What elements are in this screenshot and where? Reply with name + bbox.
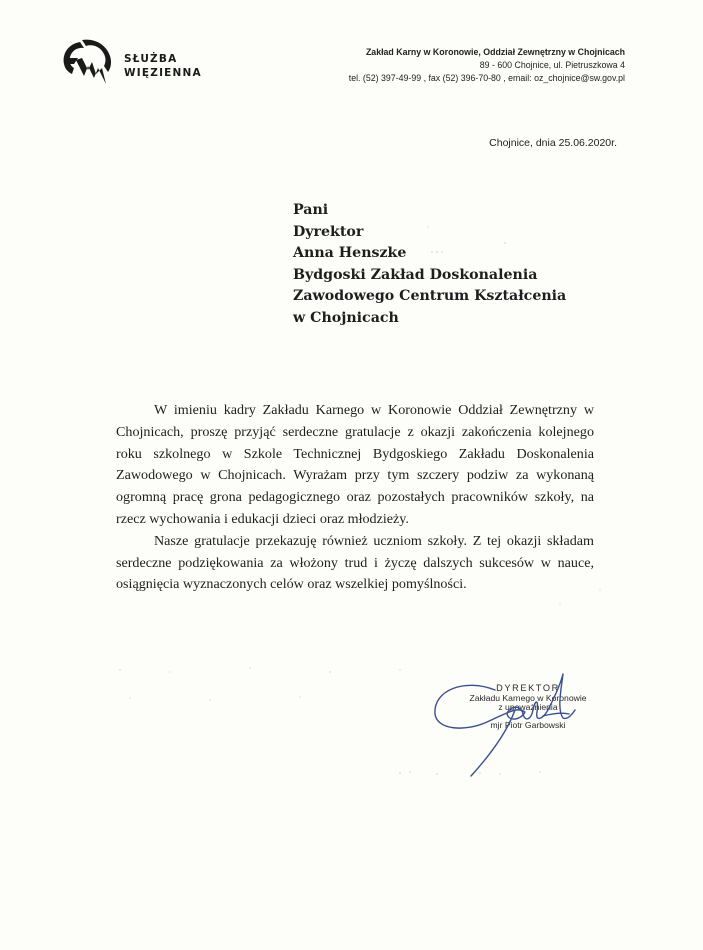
letter-body xyxy=(116,400,594,596)
organization-name: Zakład Karny w Koronowie, Oddział Zewnętrzny w Chojnicach xyxy=(365,47,625,57)
recipient-line: Dyrektor xyxy=(293,223,364,240)
body-paragraph: W imieniu kadry Zakładu Karnego w Koronowie Oddział Zewnętrzny w Chojnicach, proszę przyjąć serdeczne gratulacje z okazji zakończenia kolejnego roku szkolnego w Szkole Technicznej Bydgoskiego Zakładu Doskonalenia Zawodowego w Chojnicach. Wyrażam przy tym szczery podziw za wykonaną ogromną pracę grona pedagogicznego oraz pozostałych pracowników szkoły, na rzecz wychowania i edukacji dzieci oraz młodzieży. xyxy=(116,402,594,527)
recipient-line: Zawodowego Centrum Kształcenia xyxy=(293,288,567,304)
signature-stamp xyxy=(448,684,608,730)
stamp-institution: Zakładu Karnego w Koronowie xyxy=(469,692,587,703)
recipient-line: w Chojnicach xyxy=(293,309,399,326)
letterhead-address xyxy=(349,46,625,85)
stamp-authorization: z upoważnienia xyxy=(498,702,558,713)
contact-details: tel. (52) 397-49-99 , fax (52) 396-70-80 , email: oz_chojnice@sw.gov.pl xyxy=(348,73,625,83)
signatory-name: mjr Piotr Garbowski xyxy=(490,719,566,730)
postal-address: 89 - 600 Chojnice, ul. Pietruszkowa 4 xyxy=(479,60,625,70)
body-paragraph: Nasze gratulacje przekazuję również uczniom szkoły. Z tej okazji składam serdeczne podziękowania za włożony trud i życzę dalszych sukcesów w nauce, osiągnięcia wyznaczonych celów oraz wszelkiej pomyślności. xyxy=(116,532,594,593)
recipient-line: Anna Henszke xyxy=(293,245,407,261)
logo-text xyxy=(124,52,202,80)
logo-line-1: SŁUŻBA xyxy=(124,53,178,65)
letter-date: Chojnice, dnia 25.06.2020r. xyxy=(489,137,617,149)
logo xyxy=(60,38,230,88)
recipient-line: Bydgoski Zakład Doskonalenia xyxy=(293,266,538,283)
stamp-title: DYREKTOR xyxy=(496,683,560,693)
logo-line-2: WIĘZIENNA xyxy=(124,67,202,79)
sw-emblem-icon xyxy=(60,38,118,86)
recipient-block xyxy=(293,200,566,329)
recipient-line: Pani xyxy=(293,202,329,218)
